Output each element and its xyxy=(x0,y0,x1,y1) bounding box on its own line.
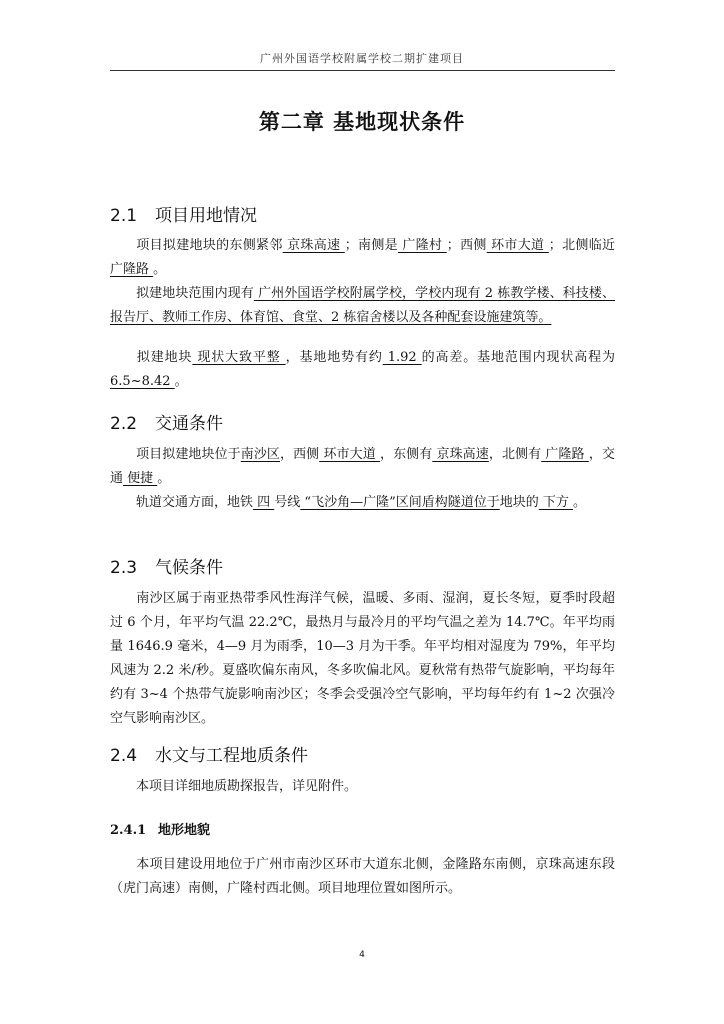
filled-blank: 广隆路 xyxy=(541,447,589,462)
paragraph-climate xyxy=(110,587,615,731)
filled-blank: 6.5~8.42 xyxy=(110,374,175,389)
section-title: 交通条件 xyxy=(155,414,223,434)
text: 的高差。基地范围内现状高程为 xyxy=(421,350,615,365)
section-heading-2-2 xyxy=(110,409,223,434)
subsection-title: 地形地貌 xyxy=(158,823,211,838)
text: 。 xyxy=(153,262,167,277)
filled-blank: 现状大致平整 xyxy=(192,350,286,365)
text: 南沙区属于南亚热带季风性海洋气候，温暖、多雨、湿润，夏长冬短，夏季时段超过 6 个月，年平均气温 22.2℃，最热月与最冷月的平均气温之差为 14.7℃。年平均雨量 1646.9 毫米，4—9 月为雨季，10—3 月为干季。年平均相对湿度为 79%，年平均风速为 2.2 米/秒。夏盛吹偏东南风，冬多吹偏北风。夏秋常有热带气旋影响，平均每年约有 3~4 个热带气旋影响南沙区；冬季会受强冷空气影响，平均每年约有 1~2 次强冷空气影响南沙区。 xyxy=(110,591,615,726)
text: ；北侧临近 xyxy=(548,238,615,253)
page-number: 4 xyxy=(359,950,365,960)
paragraph-existing-buildings xyxy=(110,282,615,330)
section-number: 2.3 xyxy=(110,558,138,578)
text: 项目拟建地块位于 xyxy=(136,447,241,462)
text: 。 xyxy=(174,374,188,389)
paragraph-traffic xyxy=(110,443,615,491)
filled-blank: 环市大道 xyxy=(319,447,380,462)
filled-blank: 京珠高速 xyxy=(282,238,345,253)
filled-blank: 下方 xyxy=(538,495,574,510)
paragraph-terrain-location xyxy=(110,853,615,901)
text: 拟建地块范围内现有 xyxy=(136,286,254,301)
text: ，北侧有 xyxy=(488,447,542,462)
filled-blank: 广隆路 xyxy=(110,262,154,277)
text: 本项目详细地质勘探报告，详见附件。 xyxy=(136,779,358,794)
text: 号线 xyxy=(274,495,301,510)
text: ；西侧 xyxy=(446,238,487,253)
section-number: 2.1 xyxy=(110,206,138,226)
subsection-heading-2-4-1 xyxy=(110,819,210,838)
section-heading-2-1 xyxy=(110,201,257,226)
filled-blank: 广州外国语学校附属学校，学校内现有 2 栋教学楼、科技楼、报告厅、教师工作房、体育馆、食堂、2 栋宿舍楼以及各种配套设施建筑等。 xyxy=(110,286,615,325)
text: 拟建地块 xyxy=(136,350,193,365)
text: ，交通 xyxy=(110,447,615,486)
text: 。 xyxy=(157,471,171,486)
filled-blank: 1.92 xyxy=(382,350,422,365)
paragraph-rail-transit xyxy=(110,491,615,515)
section-title: 水文与工程地质条件 xyxy=(155,746,308,766)
filled-blank: 广隆村 xyxy=(397,238,447,253)
text: 本项目建设用地位于广州市南沙区环市大道东北侧，金隆路东南侧，京珠高速东段（虎门高速）南侧，广隆村西北侧。项目地理位置如图所示。 xyxy=(110,857,615,896)
text: ；南侧是 xyxy=(344,238,398,253)
text: ，西侧 xyxy=(279,447,320,462)
text: ，基地地势有约 xyxy=(285,350,383,365)
paragraph-site-boundaries xyxy=(110,234,615,282)
section-number: 2.4 xyxy=(110,746,138,766)
subsection-number: 2.4.1 xyxy=(110,823,147,838)
section-heading-2-3 xyxy=(110,553,223,578)
chapter-title: 第二章 基地现状条件 xyxy=(258,110,466,134)
running-header: 广州外国语学校附属学校二期扩建项目 xyxy=(260,52,464,65)
section-number: 2.2 xyxy=(110,414,138,434)
paragraph-site-terrain xyxy=(110,346,615,394)
section-title: 气候条件 xyxy=(155,558,223,578)
section-heading-2-4 xyxy=(110,741,308,766)
section-title: 项目用地情况 xyxy=(155,206,257,226)
filled-blank: 京珠高速 xyxy=(432,447,489,462)
filled-blank: 四 xyxy=(253,495,275,510)
filled-blank: 便捷 xyxy=(123,471,158,486)
header-rule xyxy=(110,70,615,71)
filled-blank: “飞沙角—广隆”区间盾构隧道位于 xyxy=(300,495,500,510)
text: 轨道交通方面，地铁 xyxy=(136,495,254,510)
text: 地块的 xyxy=(499,495,539,510)
text: 项目拟建地块的东侧紧邻 xyxy=(136,238,283,253)
paragraph-geology-report xyxy=(110,775,615,799)
text: ，东侧有 xyxy=(379,447,433,462)
text: 。 xyxy=(573,495,587,510)
filled-blank: 环市大道 xyxy=(486,238,549,253)
filled-blank: 南沙区 xyxy=(240,447,280,462)
